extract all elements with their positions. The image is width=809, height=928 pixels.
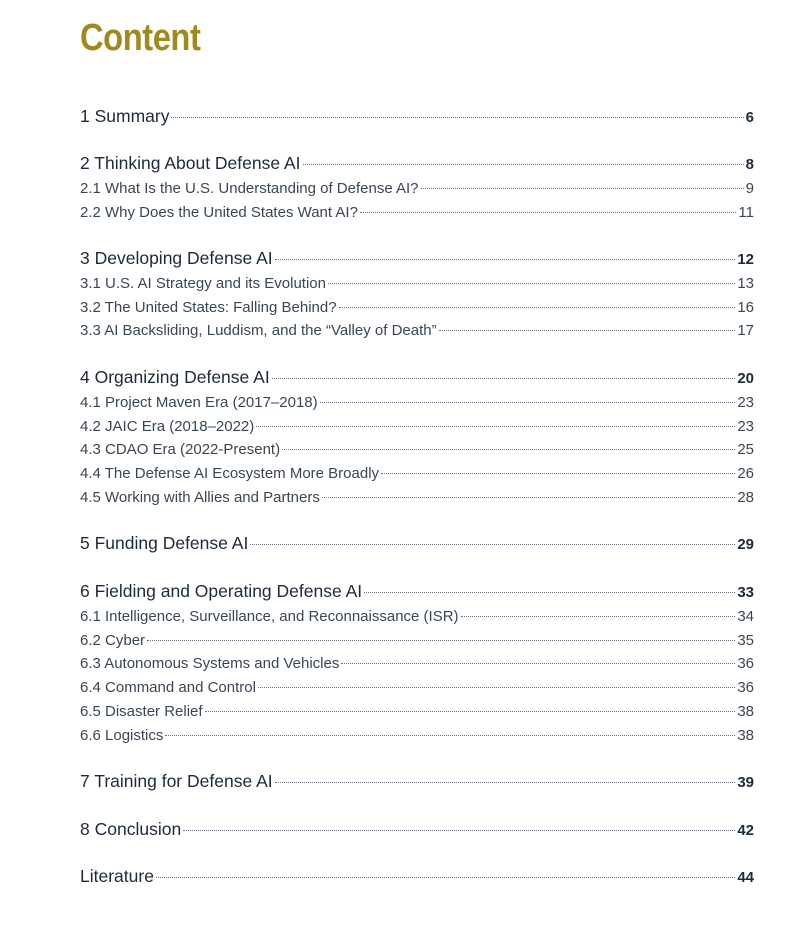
dot-leader [275,782,736,783]
toc-entry-fielding-and-operating-defense-ai[interactable] [80,581,754,602]
toc-entry-page: 12 [737,251,754,268]
toc-entry-label: 3 Developing Defense AI [80,248,273,268]
toc-entry-conclusion[interactable] [80,819,754,840]
toc-entry-page: 28 [737,489,754,506]
toc-entry-6-4[interactable] [80,679,754,696]
dot-leader [165,735,735,736]
toc-entry-4-2[interactable] [80,418,754,435]
dot-leader [258,687,735,688]
dot-leader [250,544,735,545]
toc-entry-6-2[interactable] [80,632,754,649]
toc-entry-label: 8 Conclusion [80,819,182,839]
dot-leader [322,497,735,498]
toc-entry-label: 4.1 Project Maven Era (2017–2018) [80,394,318,411]
dot-leader [341,663,735,664]
dot-leader [275,259,736,260]
dot-leader [328,283,735,284]
toc-entry-label: 4.3 CDAO Era (2022-Present) [80,441,281,458]
toc-entry-label: 3.2 The United States: Falling Behind? [80,299,337,316]
toc-entry-6-1[interactable] [80,608,754,625]
toc-entry-page: 39 [737,774,754,791]
toc-entry-label: 2.2 Why Does the United States Want AI? [80,204,358,221]
toc-entry-page: 13 [737,275,754,292]
page-title: Content [80,17,201,59]
toc-entry-page: 34 [737,608,754,625]
toc-entry-4-4[interactable] [80,465,754,482]
dot-leader [272,378,736,379]
toc-entry-label: 1 Summary [80,106,170,126]
toc-entry-literature[interactable] [80,866,754,887]
toc-entry-label: Literature [80,866,154,886]
toc-entry-page: 29 [737,536,754,553]
toc-entry-developing-defense-ai[interactable] [80,248,754,269]
toc-entry-label: 2.1 What Is the U.S. Understanding of Defense AI? [80,180,419,197]
toc-entry-label: 6.4 Command and Control [80,679,256,696]
toc-entry-page: 16 [737,299,754,316]
toc-entry-label: 4.4 The Defense AI Ecosystem More Broadly [80,465,380,482]
toc-entry-page: 20 [737,370,754,387]
toc-entry-page: 42 [737,822,754,839]
toc-entry-page: 36 [737,655,754,672]
toc-entry-label: 3.1 U.S. AI Strategy and its Evolution [80,275,326,292]
toc-entry-label: 4.2 JAIC Era (2018–2022) [80,418,255,435]
dot-leader [421,188,744,189]
dot-leader [339,307,736,308]
toc-entry-page: 23 [737,418,754,435]
toc-entry-page: 23 [737,394,754,411]
toc-entry-label: 6.1 Intelligence, Surveillance, and Reconnaissance (ISR) [80,608,459,625]
dot-leader [303,164,744,165]
toc-entry-organizing-defense-ai[interactable] [80,367,754,388]
dot-leader [439,330,736,331]
dot-leader [183,830,735,831]
dot-leader [147,640,735,641]
toc-entry-4-5[interactable] [80,489,754,506]
toc-entry-page: 6 [745,109,754,126]
dot-leader [381,473,735,474]
toc-entry-3-2[interactable] [80,299,754,316]
dot-leader [156,877,735,878]
toc-entry-page: 8 [745,156,754,173]
toc-entry-label: 6.3 Autonomous Systems and Vehicles [80,655,340,672]
toc-entry-label: 2 Thinking About Defense AI [80,153,301,173]
toc-entry-3-1[interactable] [80,275,754,292]
toc-entry-page: 44 [737,869,754,886]
toc-entry-page: 35 [737,632,754,649]
toc-entry-page: 38 [737,727,754,744]
toc-entry-page: 26 [737,465,754,482]
toc-entry-funding-defense-ai[interactable] [80,533,754,554]
toc-entry-label: 6 Fielding and Operating Defense AI [80,581,363,601]
dot-leader [171,117,743,118]
toc-entry-label: 6.6 Logistics [80,727,164,744]
toc-entry-label: 4.5 Working with Allies and Partners [80,489,320,506]
toc-entry-thinking-about-defense-ai[interactable] [80,153,754,174]
toc-entry-label: 3.3 AI Backsliding, Luddism, and the “Valley of Death” [80,322,437,339]
toc-entry-4-3[interactable] [80,441,754,458]
toc-entry-label: 6.2 Cyber [80,632,146,649]
toc-entry-label: 5 Funding Defense AI [80,533,249,553]
dot-leader [364,592,735,593]
toc-entry-6-5[interactable] [80,703,754,720]
toc-entry-training-for-defense-ai[interactable] [80,771,754,792]
dot-leader [320,402,736,403]
toc-entry-page: 36 [737,679,754,696]
toc-entry-4-1[interactable] [80,394,754,411]
toc-entry-page: 25 [737,441,754,458]
toc-entry-2-1[interactable] [80,180,754,197]
dot-leader [461,616,736,617]
toc-entry-label: 6.5 Disaster Relief [80,703,203,720]
toc-entry-page: 11 [738,204,754,221]
toc-entry-page: 9 [745,180,754,197]
toc-entry-page: 38 [737,703,754,720]
toc-entry-6-3[interactable] [80,655,754,672]
dot-leader [360,212,737,213]
toc-entry-page: 17 [737,322,754,339]
toc-entry-label: 4 Organizing Defense AI [80,367,270,387]
toc-entry-3-3[interactable] [80,322,754,339]
toc-entry-2-2[interactable] [80,204,754,221]
toc-entry-summary[interactable] [80,106,754,127]
dot-leader [256,426,735,427]
dot-leader [205,711,736,712]
toc-entry-label: 7 Training for Defense AI [80,771,273,791]
toc-entry-page: 33 [737,584,754,601]
dot-leader [282,449,735,450]
toc-entry-6-6[interactable] [80,727,754,744]
